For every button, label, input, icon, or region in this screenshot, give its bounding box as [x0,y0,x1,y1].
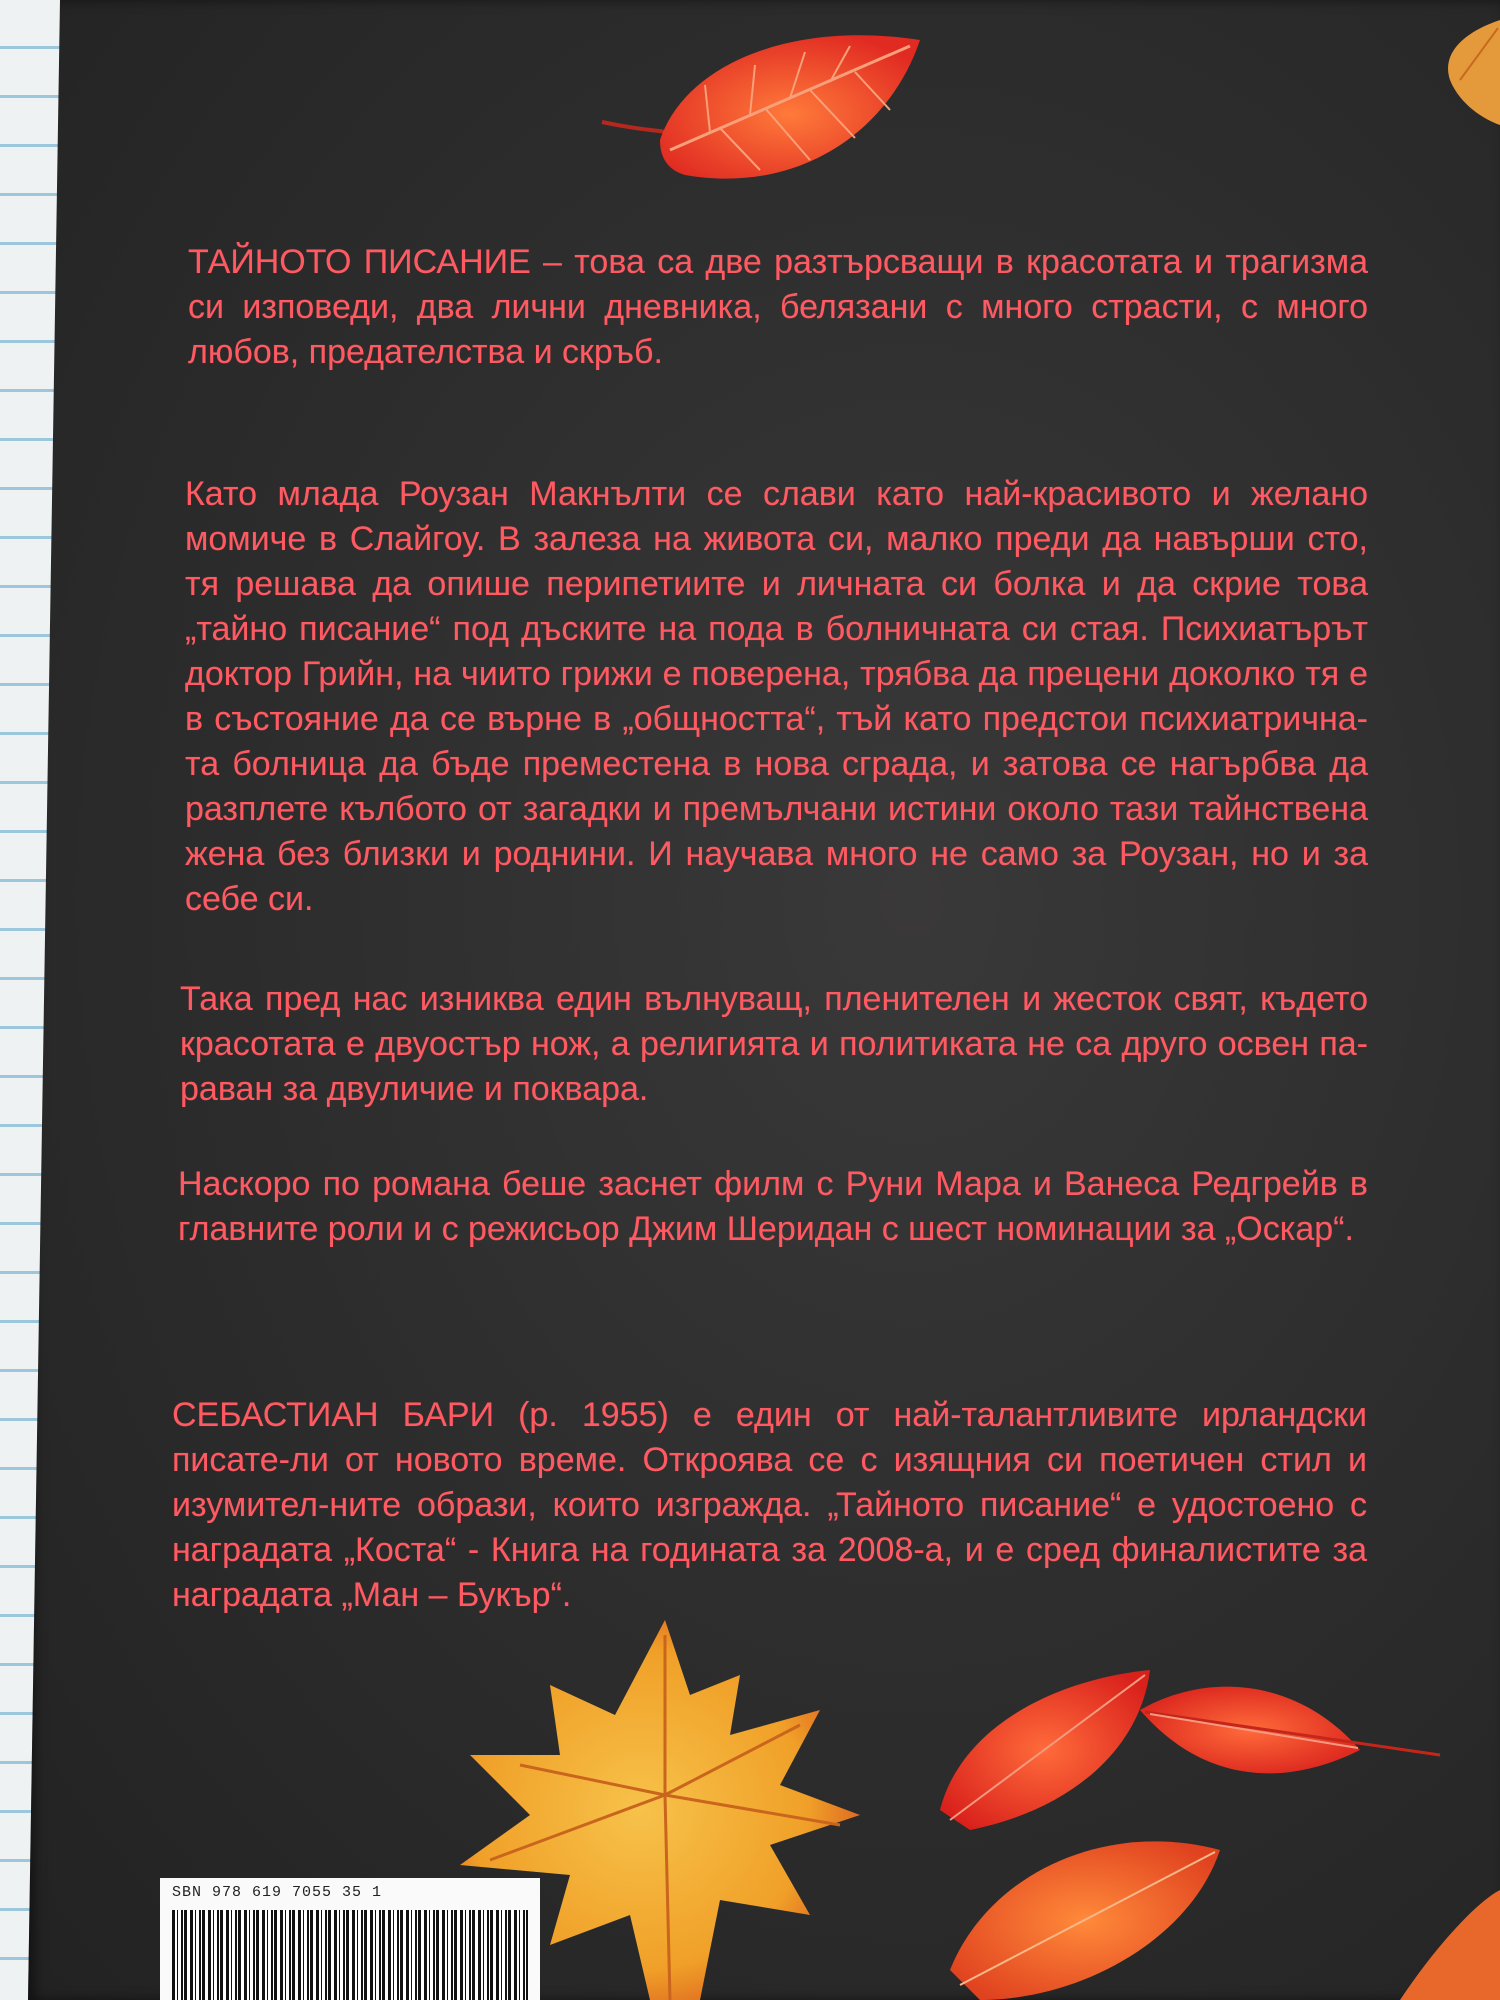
author-paragraph: СЕБАСТИАН БАРИ (р. 1955) е един от най-талантливите ирландски писате-ли от новото време. Откроява се с изящния си поетичен стил и изумител-ните образи, които изгражда. „Тайното писание“ е удостоено с наградата „Коста“ - Книга на годината за 2008-а, и е сред финалистите за наградата „Ман – Букър“. [172,1396,1367,1614]
corner-leaf-top-right-icon [1420,20,1500,130]
barcode-bars [172,1910,528,2000]
red-leaf-top-icon [590,10,950,200]
intro-paragraph: ТАЙНОТО ПИСАНИЕ – това са две разтърсващи в красотата и трагизма си изповеди, два лични дневника, белязани с много страсти, с много любов, предателства и скръб. [188,243,1368,371]
red-leaf-cluster-icon [880,1640,1500,2000]
synopsis-paragraph: Като млада Роузан Макнълти се слави като най-красивото и желано момиче в Слайгоу. В залеза на живота си, малко преди да навърши сто, тя решава да опише перипетиите и личната си болка и да скрие това „тайно писание“ под дъските на пода в болничната си стая. Психиатърът доктор Грийн, на чиито грижи е поверена, трябва да прецени доколко тя е в състояние да се върне в „общността“, тъй като предстои психиатрична-та болница да бъде преместена в нова сграда, и затова се нагърбва да разплете кълбото от загадки и премълчани истини около тази тайнствена жена без близки и роднини. И научава много не само за Роузан, но и за себе си. [185,475,1368,918]
themes-paragraph: Така пред нас изниква един вълнуващ, пленителен и жесток свят, където красотата е двуостър нож, а религията и политиката не са друго освен па-раван за двуличие и поквара. [180,980,1368,1108]
isbn-number: SBN 978 619 7055 35 1 [172,1884,383,1901]
isbn-barcode [160,1878,540,2000]
film-paragraph: Наскоро по романа беше заснет филм с Руни Мара и Ванеса Редгрейв в главните роли и с режисьор Джим Шеридан с шест номинации за „Оскар“. [178,1165,1368,1248]
